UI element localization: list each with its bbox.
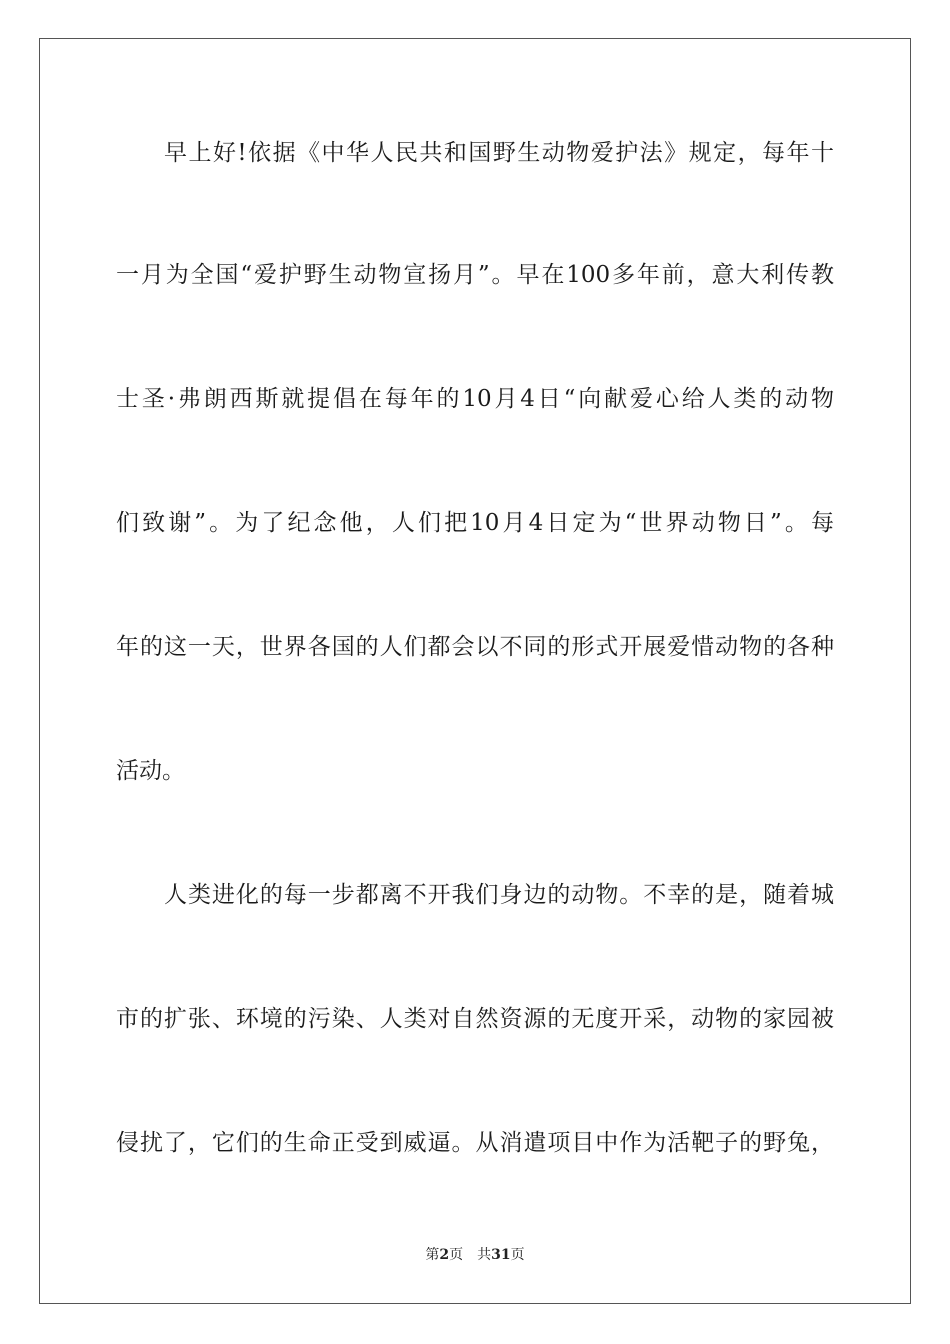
text-line: 士圣·弗朗西斯就提倡在每年的10月4日“向献爱心给人类的动物 bbox=[116, 386, 834, 412]
text-line: 一月为全国“爱护野生动物宣扬月”。早在100多年前，意大利传教 bbox=[116, 262, 834, 288]
page-footer bbox=[0, 1246, 950, 1264]
text-line: 活动。 bbox=[116, 758, 185, 784]
page-prefix: 第 bbox=[425, 1247, 440, 1263]
text-line: 早上好!依据《中华人民共和国野生动物爱护法》规定，每年十 bbox=[164, 140, 834, 166]
text-line: 市的扩张、环境的污染、人类对自然资源的无度开采，动物的家园被 bbox=[116, 1006, 834, 1032]
page-number: 2 bbox=[439, 1247, 450, 1263]
text-line: 年的这一天，世界各国的人们都会以不同的形式开展爱惜动物的各种 bbox=[116, 634, 834, 660]
text-line: 们致谢”。为了纪念他，人们把10月4日定为“世界动物日”。每 bbox=[116, 510, 834, 536]
text-line: 侵扰了，它们的生命正受到威逼。从消遣项目中作为活靶子的野兔， bbox=[116, 1130, 834, 1156]
total-prefix: 共 bbox=[477, 1247, 492, 1263]
page-suffix: 页 bbox=[449, 1247, 464, 1263]
total-pages: 31 bbox=[491, 1247, 511, 1263]
page-frame bbox=[39, 38, 911, 1304]
text-line: 人类进化的每一步都离不开我们身边的动物。不幸的是，随着城 bbox=[164, 882, 834, 908]
total-suffix: 页 bbox=[510, 1247, 525, 1263]
